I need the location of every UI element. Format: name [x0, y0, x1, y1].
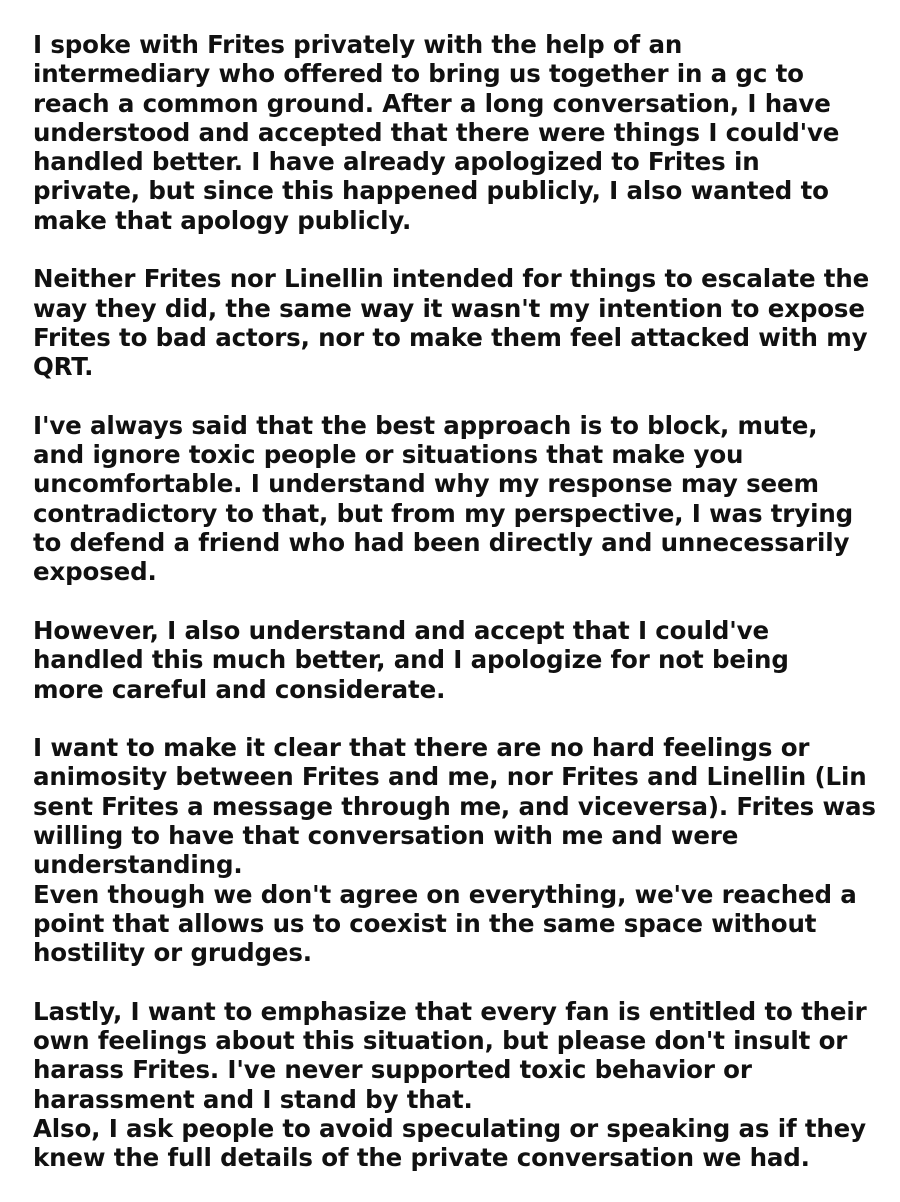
text-line: I've always said that the best approach is to block, mute,	[33, 410, 818, 440]
paragraph-apology	[33, 616, 878, 704]
text-line: private, but since this happened publicly, I also wanted to	[33, 176, 829, 206]
paragraph-private-conversation	[33, 30, 878, 235]
text-line: Frites to bad actors, nor to make them feel attacked with my	[33, 322, 868, 352]
text-line: make that apology publicly.	[33, 205, 412, 235]
text-line: to defend a friend who had been directly and unnecessarily	[33, 528, 850, 558]
paragraph-lastly	[33, 997, 878, 1173]
text-line: handled better. I have already apologized to Frites in	[33, 147, 760, 177]
text-line: QRT.	[33, 352, 94, 382]
statement-document	[33, 30, 878, 1202]
text-line: more careful and considerate.	[33, 674, 446, 704]
text-line: knew the full details of the private conversation we had.	[33, 1143, 810, 1173]
text-line: way they did, the same way it wasn't my intention to expose	[33, 293, 865, 323]
text-line: Neither Frites nor Linellin intended for things to escalate the	[33, 264, 870, 294]
text-line: understood and accepted that there were things I could've	[33, 117, 840, 147]
text-line: hostility or grudges.	[33, 938, 312, 968]
text-line: harassment and I stand by that.	[33, 1084, 473, 1114]
text-line: reach a common ground. After a long conversation, I have	[33, 88, 831, 118]
text-line: I spoke with Frites privately with the help of an	[33, 30, 683, 59]
text-line: I want to make it clear that there are no hard feelings or	[33, 733, 810, 763]
text-line: understanding.	[33, 850, 243, 880]
text-line: animosity between Frites and me, nor Frites and Linellin (Lin	[33, 762, 867, 792]
text-line: uncomfortable. I understand why my response may seem	[33, 469, 819, 499]
text-line: own feelings about this situation, but please don't insult or	[33, 1026, 848, 1056]
paragraph-approach	[33, 411, 878, 587]
text-line: and ignore toxic people or situations that make you	[33, 440, 744, 470]
text-line: Also, I ask people to avoid speculating or speaking as if they	[33, 1113, 866, 1143]
text-line: intermediary who offered to bring us together in a gc to	[33, 59, 804, 89]
text-line: However, I also understand and accept that I could've	[33, 615, 769, 645]
text-line: exposed.	[33, 557, 157, 587]
text-line: point that allows us to coexist in the same space without	[33, 908, 817, 938]
text-line: contradictory to that, but from my perspective, I was trying	[33, 498, 853, 528]
text-line: Lastly, I want to emphasize that every fan is entitled to their	[33, 996, 867, 1026]
text-line: willing to have that conversation with me and were	[33, 821, 739, 851]
text-line: handled this much better, and I apologize for not being	[33, 645, 789, 675]
text-line: harass Frites. I've never supported toxic behavior or	[33, 1055, 752, 1085]
text-line: Even though we don't agree on everything, we've reached a	[33, 879, 857, 909]
paragraph-no-hard-feelings	[33, 733, 878, 967]
text-line: sent Frites a message through me, and viceversa). Frites was	[33, 791, 876, 821]
paragraph-intentions	[33, 264, 878, 381]
